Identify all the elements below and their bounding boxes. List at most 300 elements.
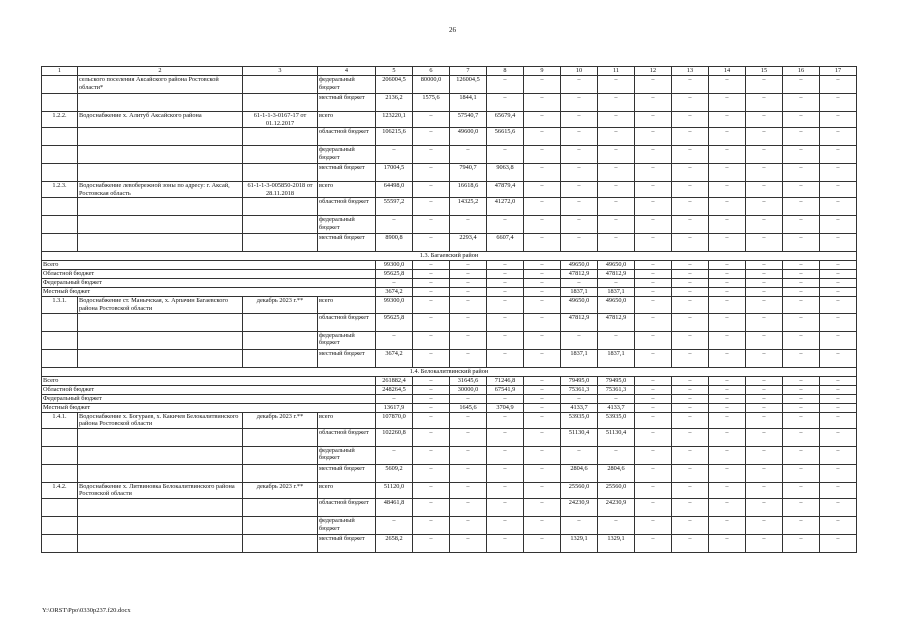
table-cell: – (635, 516, 672, 534)
table-cell: – (783, 164, 820, 182)
table-cell: – (635, 270, 672, 279)
table-cell: – (709, 403, 746, 412)
table-cell: – (746, 270, 783, 279)
table-cell: – (635, 297, 672, 313)
table-cell: – (709, 182, 746, 198)
table-cell: – (672, 516, 709, 534)
table-cell (78, 446, 243, 464)
table-cell: 99300,0 (376, 261, 413, 270)
table-row (42, 76, 857, 94)
table-cell: – (598, 94, 635, 112)
table-row (42, 112, 857, 128)
table-cell: – (783, 297, 820, 313)
table-cell: – (672, 182, 709, 198)
table-cell: – (783, 146, 820, 164)
table-cell: – (746, 288, 783, 297)
table-row (42, 446, 857, 464)
table-cell: 53935,0 (598, 412, 635, 428)
table-cell: – (672, 216, 709, 234)
table-cell: – (376, 146, 413, 164)
table-cell (243, 198, 318, 216)
table-cell (78, 128, 243, 146)
table-cell: 2804,6 (598, 464, 635, 482)
table-cell: 30000,0 (450, 385, 487, 394)
table-cell: – (413, 349, 450, 367)
table-cell: 107870,0 (376, 412, 413, 428)
table-cell: – (598, 164, 635, 182)
table-cell: – (524, 279, 561, 288)
table-cell: – (746, 146, 783, 164)
table-row (42, 164, 857, 182)
table-cell: 1837,1 (598, 349, 635, 367)
table-cell: 248264,5 (376, 385, 413, 394)
table-cell: 1.2.2. (42, 112, 78, 128)
table-cell: местный бюджет (318, 534, 376, 552)
page-number: 26 (449, 26, 456, 34)
table-cell: – (746, 349, 783, 367)
table-cell: – (783, 331, 820, 349)
table-cell: – (487, 331, 524, 349)
table-cell: – (561, 279, 598, 288)
table-cell: 57540,7 (450, 112, 487, 128)
table-cell (243, 428, 318, 446)
table-cell: – (672, 394, 709, 403)
table-cell: – (672, 403, 709, 412)
table-cell: 1 (42, 67, 78, 76)
table-cell: – (635, 313, 672, 331)
table-cell: 71246,8 (487, 376, 524, 385)
table-cell: – (672, 412, 709, 428)
table-cell: – (524, 534, 561, 552)
table-cell: 47879,4 (487, 182, 524, 198)
table-cell: 6 (413, 67, 450, 76)
table-cell: 16618,6 (450, 182, 487, 198)
table-cell: – (709, 234, 746, 252)
table-cell: – (709, 331, 746, 349)
table-cell: 6607,4 (487, 234, 524, 252)
table-cell: – (487, 94, 524, 112)
table-cell: 47812,9 (561, 270, 598, 279)
table-cell: – (672, 331, 709, 349)
table-cell: 7940,7 (450, 164, 487, 182)
table-cell: – (487, 412, 524, 428)
table-cell (243, 516, 318, 534)
table-cell: местный бюджет (318, 349, 376, 367)
table-cell: – (820, 482, 857, 498)
table-cell: – (598, 146, 635, 164)
table-cell: 49650,0 (561, 297, 598, 313)
table-cell: областной бюджет (318, 428, 376, 446)
table-cell (42, 428, 78, 446)
table-cell: – (672, 313, 709, 331)
table-cell: – (487, 216, 524, 234)
table-cell: – (820, 349, 857, 367)
table-cell: 99300,0 (376, 297, 413, 313)
table-cell: – (672, 428, 709, 446)
table-cell: – (635, 412, 672, 428)
table-cell (78, 164, 243, 182)
table-cell: – (413, 128, 450, 146)
table-cell: 1.4. Белокалитвинский район (42, 367, 857, 376)
table-cell: – (746, 446, 783, 464)
table-cell: – (746, 234, 783, 252)
table-cell: – (672, 464, 709, 482)
table-cell: 1575,6 (413, 94, 450, 112)
table-cell: – (524, 376, 561, 385)
table-cell: – (561, 112, 598, 128)
table-cell: – (672, 112, 709, 128)
table-cell: – (709, 498, 746, 516)
table-cell: 80000,0 (413, 76, 450, 94)
table-cell: 1.3. Багаевский район (42, 252, 857, 261)
table-cell: всего (318, 412, 376, 428)
section-title-row (42, 252, 857, 261)
table-cell: – (635, 112, 672, 128)
table-cell: – (450, 313, 487, 331)
table-cell: – (450, 428, 487, 446)
table-cell: – (672, 279, 709, 288)
table-cell: – (820, 534, 857, 552)
table-cell: федеральный бюджет (318, 446, 376, 464)
table-cell: – (672, 146, 709, 164)
table-cell: – (635, 349, 672, 367)
table-cell (42, 534, 78, 552)
table-cell: – (820, 270, 857, 279)
table-cell: 9063,8 (487, 164, 524, 182)
table-cell: – (524, 412, 561, 428)
table-cell: – (820, 234, 857, 252)
table-cell (42, 216, 78, 234)
table-cell: – (487, 464, 524, 482)
table-cell: – (635, 385, 672, 394)
table-cell: – (709, 279, 746, 288)
table-cell: – (598, 516, 635, 534)
table-cell: – (820, 279, 857, 288)
table-cell: – (672, 376, 709, 385)
table-cell: – (709, 261, 746, 270)
table-cell: – (783, 76, 820, 94)
table-cell: – (487, 428, 524, 446)
table-cell (78, 331, 243, 349)
summary-row (42, 288, 857, 297)
table-cell: – (524, 94, 561, 112)
table-cell: – (635, 234, 672, 252)
table-cell: – (450, 534, 487, 552)
table-cell: – (820, 297, 857, 313)
table-cell: 7 (450, 67, 487, 76)
table-cell: – (746, 216, 783, 234)
table-cell: 51130,4 (561, 428, 598, 446)
table-cell: – (598, 279, 635, 288)
budget-table (41, 66, 857, 553)
table-cell: – (413, 498, 450, 516)
table-cell: 31645,6 (450, 376, 487, 385)
table-cell: – (746, 534, 783, 552)
table-cell (42, 146, 78, 164)
table-cell: – (635, 128, 672, 146)
table-cell: – (524, 164, 561, 182)
table-cell: 75361,3 (561, 385, 598, 394)
table-cell: Местный бюджет (42, 403, 376, 412)
table-cell: местный бюджет (318, 234, 376, 252)
table-cell: 5609,2 (376, 464, 413, 482)
table-cell: – (598, 198, 635, 216)
table-cell: – (783, 403, 820, 412)
table-cell: – (413, 534, 450, 552)
table-cell: 106215,6 (376, 128, 413, 146)
table-cell (243, 446, 318, 464)
table-cell: – (746, 428, 783, 446)
table-cell (78, 534, 243, 552)
table-cell: сельского поселения Аксайского района Ростовской области* (78, 76, 243, 94)
section-title-row (42, 367, 857, 376)
table-cell: – (450, 261, 487, 270)
table-cell: – (635, 182, 672, 198)
table-cell: – (783, 534, 820, 552)
table-cell: – (672, 288, 709, 297)
table-cell: – (746, 376, 783, 385)
table-cell: – (709, 94, 746, 112)
table-cell: 64498,0 (376, 182, 413, 198)
summary-row (42, 261, 857, 270)
table-cell: – (450, 297, 487, 313)
table-cell: – (709, 446, 746, 464)
table-cell: декабрь 2023 г.** (243, 412, 318, 428)
table-cell: 61-1-1-3-005850-2018 от 28.11.2018 (243, 182, 318, 198)
table-cell: 49650,0 (598, 297, 635, 313)
table-cell: – (635, 376, 672, 385)
table-cell (42, 464, 78, 482)
table-cell: – (635, 146, 672, 164)
table-cell: – (376, 279, 413, 288)
table-cell: 55597,2 (376, 198, 413, 216)
table-cell: – (487, 446, 524, 464)
table-cell (243, 498, 318, 516)
table-cell (243, 76, 318, 94)
table-cell: 15 (746, 67, 783, 76)
table-cell: – (709, 482, 746, 498)
table-cell: 79495,0 (561, 376, 598, 385)
table-cell: 1837,1 (598, 288, 635, 297)
table-cell: 16 (783, 67, 820, 76)
table-cell: всего (318, 482, 376, 498)
table-cell: – (376, 394, 413, 403)
table-cell (243, 349, 318, 367)
table-cell: – (746, 182, 783, 198)
table-cell: – (783, 464, 820, 482)
table-cell: – (672, 76, 709, 94)
table-cell: областной бюджет (318, 128, 376, 146)
table-cell: – (820, 128, 857, 146)
table-cell: 24230,9 (561, 498, 598, 516)
table-row (42, 464, 857, 482)
table-cell: – (635, 534, 672, 552)
table-cell: – (376, 216, 413, 234)
table-cell: – (709, 297, 746, 313)
table-cell: – (524, 261, 561, 270)
table-cell: 13617,9 (376, 403, 413, 412)
table-cell: федеральный бюджет (318, 146, 376, 164)
table-cell: – (413, 198, 450, 216)
table-cell: 17004,5 (376, 164, 413, 182)
table-cell: 75361,3 (598, 385, 635, 394)
table-cell: – (376, 516, 413, 534)
table-cell: – (561, 394, 598, 403)
table-cell: – (635, 261, 672, 270)
table-cell: – (450, 331, 487, 349)
table-cell: – (635, 216, 672, 234)
table-cell: – (450, 412, 487, 428)
table-cell: – (709, 216, 746, 234)
table-row (42, 198, 857, 216)
table-cell: – (672, 261, 709, 270)
table-cell: – (413, 428, 450, 446)
table-cell: – (450, 349, 487, 367)
table-cell: – (820, 446, 857, 464)
table-cell (42, 198, 78, 216)
table-cell: 3674,2 (376, 288, 413, 297)
table-cell: Федеральный бюджет (42, 279, 376, 288)
table-cell: – (820, 385, 857, 394)
table-cell: – (413, 516, 450, 534)
table-cell (42, 331, 78, 349)
table-cell: 126004,5 (450, 76, 487, 94)
table-cell: – (524, 182, 561, 198)
table-cell: – (487, 516, 524, 534)
table-cell: 14 (709, 67, 746, 76)
table-cell: – (561, 331, 598, 349)
table-cell: – (487, 146, 524, 164)
table-cell: 10 (561, 67, 598, 76)
table-cell: – (413, 464, 450, 482)
table-cell: 12 (635, 67, 672, 76)
table-cell: – (820, 464, 857, 482)
table-cell: – (561, 234, 598, 252)
table-cell: – (598, 216, 635, 234)
table-cell: 3674,2 (376, 349, 413, 367)
table-row (42, 331, 857, 349)
table-cell: – (746, 394, 783, 403)
table-cell: – (524, 349, 561, 367)
table-cell: – (487, 261, 524, 270)
table-cell: – (709, 428, 746, 446)
table-cell: – (783, 385, 820, 394)
table-cell: – (820, 376, 857, 385)
table-header-row (42, 67, 857, 76)
table-row (42, 128, 857, 146)
table-cell: 1844,1 (450, 94, 487, 112)
table-cell: 4133,7 (561, 403, 598, 412)
table-cell: 1837,1 (561, 349, 598, 367)
table-cell: – (709, 313, 746, 331)
table-cell: – (746, 297, 783, 313)
table-cell: – (487, 534, 524, 552)
table-cell: – (413, 482, 450, 498)
table-cell: – (820, 516, 857, 534)
table-cell: – (672, 270, 709, 279)
table-cell (78, 94, 243, 112)
table-cell: – (561, 146, 598, 164)
table-cell: – (672, 482, 709, 498)
table-cell: – (746, 498, 783, 516)
table-cell: – (746, 331, 783, 349)
table-cell: – (635, 279, 672, 288)
table-cell: – (820, 112, 857, 128)
table-cell: – (487, 349, 524, 367)
table-cell (42, 516, 78, 534)
table-cell (78, 498, 243, 516)
table-cell: – (561, 216, 598, 234)
table-cell (42, 128, 78, 146)
table-cell: всего (318, 112, 376, 128)
table-cell: – (783, 94, 820, 112)
table-cell (243, 534, 318, 552)
table-cell: – (746, 403, 783, 412)
table-cell: – (709, 349, 746, 367)
table-cell (42, 349, 78, 367)
table-cell: – (746, 76, 783, 94)
table-cell (78, 313, 243, 331)
table-cell: – (524, 234, 561, 252)
table-cell: – (635, 428, 672, 446)
table-cell: 1.4.2. (42, 482, 78, 498)
table-cell: 3704,9 (487, 403, 524, 412)
table-cell: – (524, 288, 561, 297)
table-cell: – (413, 313, 450, 331)
table-cell: 25560,0 (561, 482, 598, 498)
table-cell: 206004,5 (376, 76, 413, 94)
table-cell: – (783, 394, 820, 403)
table-cell: – (672, 297, 709, 313)
table-cell: 95625,8 (376, 270, 413, 279)
table-cell: 2 (78, 67, 243, 76)
table-cell: – (709, 516, 746, 534)
table-cell: – (524, 313, 561, 331)
table-cell: декабрь 2023 г.** (243, 297, 318, 313)
table-cell: – (635, 464, 672, 482)
table-cell: – (709, 464, 746, 482)
table-cell: – (746, 279, 783, 288)
table-cell: 41272,0 (487, 198, 524, 216)
table-cell: – (820, 146, 857, 164)
table-cell: – (709, 288, 746, 297)
table-cell (42, 94, 78, 112)
table-cell: 79495,0 (598, 376, 635, 385)
table-cell (243, 331, 318, 349)
table-cell: – (709, 112, 746, 128)
table-cell: – (672, 234, 709, 252)
table-cell: – (783, 313, 820, 331)
table-cell: 65679,4 (487, 112, 524, 128)
table-cell: – (524, 446, 561, 464)
table-cell: – (709, 76, 746, 94)
table-cell: – (672, 198, 709, 216)
table-cell: – (709, 376, 746, 385)
summary-row (42, 270, 857, 279)
table-cell: – (450, 464, 487, 482)
table-cell: – (413, 234, 450, 252)
table-cell: – (561, 76, 598, 94)
table-cell: Водоснабжение левобережной зоны по адресу: г. Аксай, Ростовская область (78, 182, 243, 198)
table-cell (243, 146, 318, 164)
table-cell: – (783, 376, 820, 385)
table-row (42, 234, 857, 252)
table-cell: 4133,7 (598, 403, 635, 412)
table-cell: – (487, 270, 524, 279)
table-row (42, 482, 857, 498)
table-cell: – (413, 112, 450, 128)
table-cell: 49600,0 (450, 128, 487, 146)
